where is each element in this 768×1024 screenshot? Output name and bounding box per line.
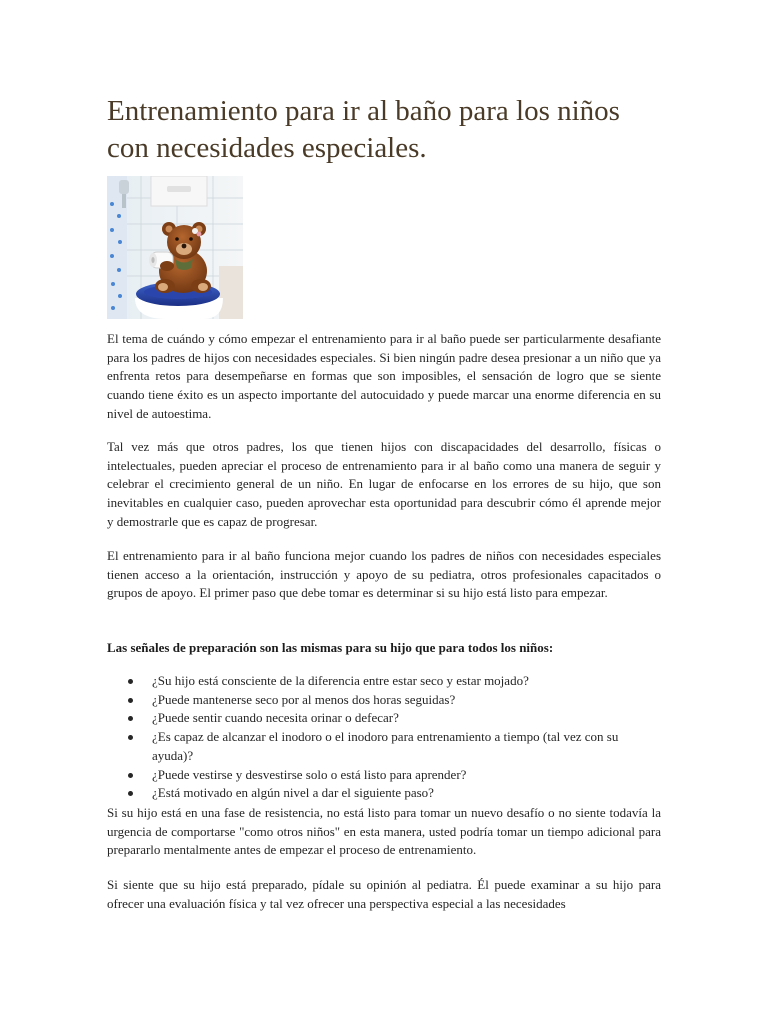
list-item bbox=[107, 728, 661, 765]
list-item-text: ¿Es capaz de alcanzar el inodoro o el inodoro para entrenamiento a tiempo (tal vez con su ayuda)? bbox=[152, 729, 619, 763]
readiness-checklist bbox=[107, 672, 661, 803]
list-item bbox=[107, 766, 661, 785]
paragraph-support: El entrenamiento para ir al baño funciona mejor cuando los padres de niños con necesidades especiales tienen acceso a la orientación, instrucción y apoyo de su pediatra, otros profesionales capacitados o grupos de apoyo. El primer paso que debe tomar es determinar si su hijo está listo para empezar. bbox=[107, 548, 661, 601]
bullet-icon bbox=[128, 791, 133, 796]
list-item bbox=[107, 784, 661, 803]
paragraph-resistance: Si su hijo está en una fase de resistencia, no está listo para tomar un nuevo desafío o no siente todavía la urgencia de comportarse "como otros niños" en esta manera, usted podría tomar un tiempo adicional para prepararlo mentalmente antes de empezar el proceso de entrenamiento. bbox=[107, 805, 661, 858]
list-item bbox=[107, 709, 661, 728]
list-item-text: ¿Está motivado en algún nivel a dar el siguiente paso? bbox=[152, 785, 434, 801]
bullet-icon bbox=[128, 698, 133, 703]
paragraph-intro: El tema de cuándo y cómo empezar el entrenamiento para ir al baño puede ser particularmente desafiante para los padres de hijos con necesidades especiales. Si bien ningún padre desea presionar a un niño que ya enfrenta retos para desempeñarse en formas que son imposibles, el sensación de logro que se siente cuando tiene éxito es un aspecto importante del autocuidado y puede marcar una enorme diferencia en su nivel de autoestima. bbox=[107, 331, 661, 421]
list-item-text: ¿Puede mantenerse seco por al menos dos horas seguidas? bbox=[152, 691, 456, 707]
list-item-text: ¿Puede sentir cuando necesita orinar o defecar? bbox=[152, 710, 399, 726]
readiness-subheading: Las señales de preparación son las mismas para su hijo que para todos los niños: bbox=[107, 640, 554, 655]
paragraph-development: Tal vez más que otros padres, los que tienen hijos con discapacidades del desarrollo, físicas o intelectuales, pueden apreciar el proceso de entrenamiento para ir al baño como una manera de seguir y celebrar el crecimiento general de un niño. En lugar de enfocarse en los errores de su hijo, que son inevitables en cualquier caso, pueden aprovechar esta oportunidad para descubrir cómo él aprende mejor y demostrarle que es capaz de progresar. bbox=[107, 439, 661, 529]
list-item-text: ¿Su hijo está consciente de la diferencia entre estar seco y estar mojado? bbox=[152, 673, 529, 688]
list-item bbox=[107, 691, 661, 710]
teddy-bear-on-toilet-photo bbox=[107, 176, 243, 319]
list-item bbox=[107, 672, 661, 691]
bullet-icon bbox=[128, 735, 133, 740]
paragraph-pediatrician: Si siente que su hijo está preparado, pídale su opinión al pediatra. Él puede examinar a su hijo para ofrecer una evaluación física y tal vez ofrecer una perspectiva especial a las necesidades bbox=[107, 877, 661, 911]
bullet-icon bbox=[128, 716, 133, 721]
bullet-icon bbox=[128, 773, 133, 778]
document-title: Entrenamiento para ir al baño para los niños con necesidades especiales. bbox=[107, 95, 620, 164]
list-item-text: ¿Puede vestirse y desvestirse solo o está listo para aprender? bbox=[152, 766, 467, 782]
bullet-icon bbox=[128, 679, 133, 684]
